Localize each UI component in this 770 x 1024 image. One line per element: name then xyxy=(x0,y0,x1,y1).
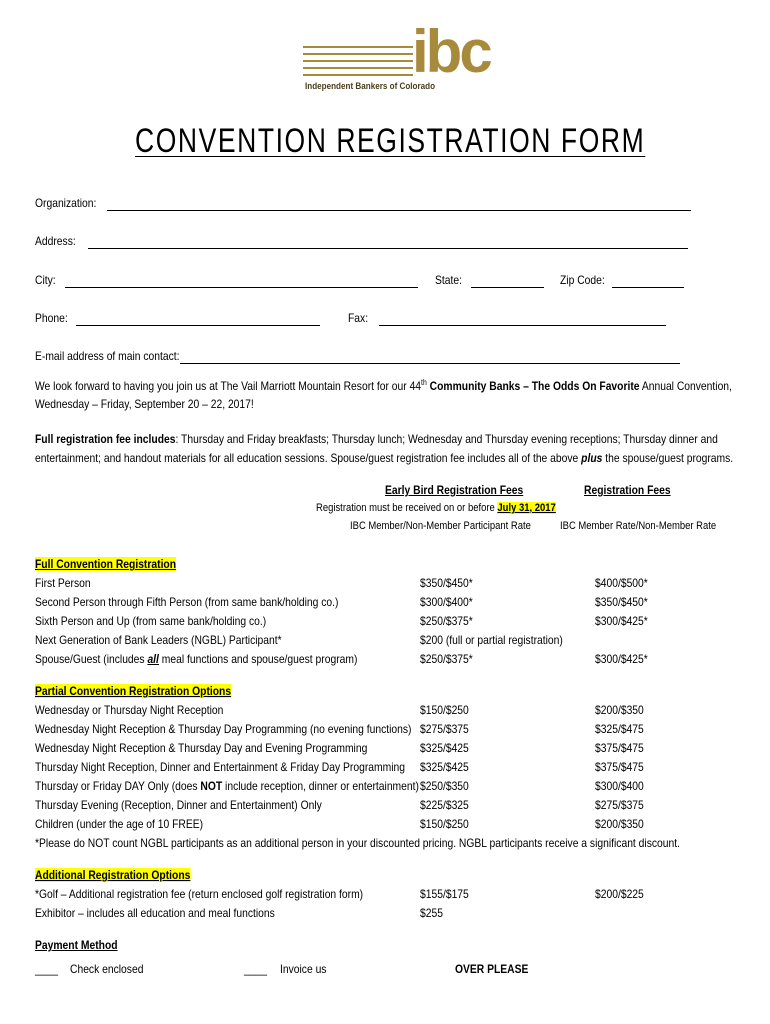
intro-line-1 xyxy=(35,378,732,393)
early-fee: $275/$375 xyxy=(420,722,469,736)
early-bird-header: Early Bird Registration Fees xyxy=(385,483,524,497)
full-registration-heading xyxy=(35,557,176,571)
table-row-label: Children (under the age of 10 FREE) xyxy=(35,817,204,831)
regular-fee: $375/$475 xyxy=(595,760,644,774)
table-row-label: Exhibitor – includes all education and meal functions xyxy=(35,906,275,920)
not-emphasis: NOT xyxy=(200,779,223,793)
intro-line-2: Wednesday – Friday, September 20 – 22, 2017! xyxy=(35,397,254,411)
fee-includes-line-2 xyxy=(35,451,733,465)
payment-method-heading: Payment Method xyxy=(35,938,118,952)
intro-text: Annual Convention, xyxy=(639,379,732,393)
city-field[interactable] xyxy=(65,287,418,288)
address-label: Address: xyxy=(35,234,76,248)
early-fee: $200 (full or partial registration) xyxy=(420,633,563,647)
ngbl-note: *Please do NOT count NGBL participants as an additional person in your discounted pricing. NGBL participants receive a significant discount. xyxy=(35,836,680,850)
fee-includes-text: the spouse/guest programs. xyxy=(602,451,734,465)
registration-rate: IBC Member Rate/Non-Member Rate xyxy=(560,520,717,532)
logo-stripe xyxy=(303,74,413,76)
table-row-label: Wednesday or Thursday Night Reception xyxy=(35,703,224,717)
fee-includes-label: Full registration fee includes xyxy=(35,432,176,446)
table-row-label: Sixth Person and Up (from same bank/holding co.) xyxy=(35,614,267,628)
early-bird-rate: IBC Member/Non-Member Participant Rate xyxy=(350,520,531,532)
check-enclosed-label: Check enclosed xyxy=(70,962,144,976)
table-row-label: Wednesday Night Reception & Thursday Day Programming (no evening functions) xyxy=(35,722,412,736)
regular-fee: $325/$475 xyxy=(595,722,644,736)
regular-fee: $400/$500* xyxy=(595,576,648,590)
full-heading-text: Full Convention Registration xyxy=(35,557,177,571)
regular-fee: $375/$475 xyxy=(595,741,644,755)
intro-text: We look forward to having you join us at The Vail Marriott Mountain Resort for our 44 xyxy=(35,379,422,393)
dayonly-text: include reception, dinner or entertainment) xyxy=(222,779,419,793)
early-fee: $325/$425 xyxy=(420,741,469,755)
regular-fee: $200/$350 xyxy=(595,703,644,717)
spouse-text: Spouse/Guest (includes xyxy=(35,652,148,666)
table-row-label: Wednesday Night Reception & Thursday Day and Evening Programming xyxy=(35,741,368,755)
fee-includes-text: : Thursday and Friday breakfasts; Thursday lunch; Wednesday and Thursday evening receptions; Thursday dinner and xyxy=(175,432,718,446)
zip-field[interactable] xyxy=(612,287,684,288)
table-row-label: Thursday Night Reception, Dinner and Entertainment & Friday Day Programming xyxy=(35,760,405,774)
early-fee: $150/$250 xyxy=(420,703,469,717)
early-fee: $150/$250 xyxy=(420,817,469,831)
early-fee: $350/$450* xyxy=(420,576,473,590)
regular-fee: $200/$350 xyxy=(595,817,644,831)
partial-heading-text: Partial Convention Registration Options xyxy=(35,684,232,698)
logo-stripe xyxy=(303,46,413,48)
early-bird-note xyxy=(316,502,556,514)
all-emphasis: all xyxy=(147,652,159,666)
page-title: CONVENTION REGISTRATION FORM xyxy=(135,122,646,160)
logo-text: Independent Bankers of Colorado xyxy=(305,81,436,91)
table-row-label xyxy=(35,779,419,793)
spouse-text: meal functions and spouse/guest program) xyxy=(158,652,358,666)
address-field[interactable] xyxy=(88,248,688,249)
logo-mark: ibc xyxy=(412,18,490,85)
organization-label: Organization: xyxy=(35,196,97,210)
organization-field[interactable] xyxy=(107,210,691,211)
regular-fee: $200/$225 xyxy=(595,887,644,901)
early-bird-note-text: Registration must be received on or before xyxy=(316,502,498,514)
regular-fee: $300/$425* xyxy=(595,652,648,666)
regular-fee: $300/$425* xyxy=(595,614,648,628)
phone-label: Phone: xyxy=(35,311,68,325)
city-label: City: xyxy=(35,273,56,287)
dayonly-text: Thursday or Friday DAY Only (does xyxy=(35,779,201,793)
over-please: OVER PLEASE xyxy=(455,962,529,976)
early-fee: $225/$325 xyxy=(420,798,469,812)
fee-includes-line-1 xyxy=(35,432,718,446)
table-row-label: First Person xyxy=(35,576,91,590)
zip-label: Zip Code: xyxy=(560,273,605,287)
partial-registration-heading xyxy=(35,684,231,698)
early-fee: $155/$175 xyxy=(420,887,469,901)
invoice-us-label: Invoice us xyxy=(280,962,327,976)
state-label: State: xyxy=(435,273,462,287)
table-row-label xyxy=(35,652,357,666)
regular-fee: $275/$375 xyxy=(595,798,644,812)
early-fee: $255 xyxy=(420,906,443,920)
early-fee: $250/$375* xyxy=(420,614,473,628)
table-row-label: Next Generation of Bank Leaders (NGBL) Participant* xyxy=(35,633,282,647)
regular-fee: $350/$450* xyxy=(595,595,648,609)
fee-includes-text: entertainment; and handout materials for all education sessions. Spouse/guest registration fee includes all of the above xyxy=(35,451,582,465)
logo-stripe xyxy=(303,67,413,69)
regular-fee: $300/$400 xyxy=(595,779,644,793)
check-enclosed-blank[interactable]: ____ xyxy=(35,962,58,976)
fax-label: Fax: xyxy=(348,311,369,325)
table-row-label: *Golf – Additional registration fee (return enclosed golf registration form) xyxy=(35,887,364,901)
table-row-label: Second Person through Fifth Person (from same bank/holding co.) xyxy=(35,595,339,609)
logo-stripe xyxy=(303,53,413,55)
early-fee: $250/$350 xyxy=(420,779,469,793)
convention-theme: Community Banks – The Odds On Favorite xyxy=(429,379,640,393)
invoice-us-blank[interactable]: ____ xyxy=(244,962,267,976)
intro-sup: th xyxy=(421,378,427,387)
plus-emphasis: plus xyxy=(581,451,603,465)
additional-heading-text: Additional Registration Options xyxy=(35,868,191,882)
phone-field[interactable] xyxy=(76,325,320,326)
table-row-label: Thursday Evening (Reception, Dinner and Entertainment) Only xyxy=(35,798,322,812)
fax-field[interactable] xyxy=(379,325,666,326)
early-fee: $300/$400* xyxy=(420,595,473,609)
early-fee: $325/$425 xyxy=(420,760,469,774)
registration-header: Registration Fees xyxy=(584,483,671,497)
early-fee: $250/$375* xyxy=(420,652,473,666)
additional-registration-heading xyxy=(35,868,190,882)
email-field[interactable] xyxy=(180,363,680,364)
logo-stripe xyxy=(303,60,413,62)
email-label: E-mail address of main contact: xyxy=(35,349,180,363)
early-bird-deadline: July 31, 2017 xyxy=(497,502,556,514)
state-field[interactable] xyxy=(471,287,544,288)
